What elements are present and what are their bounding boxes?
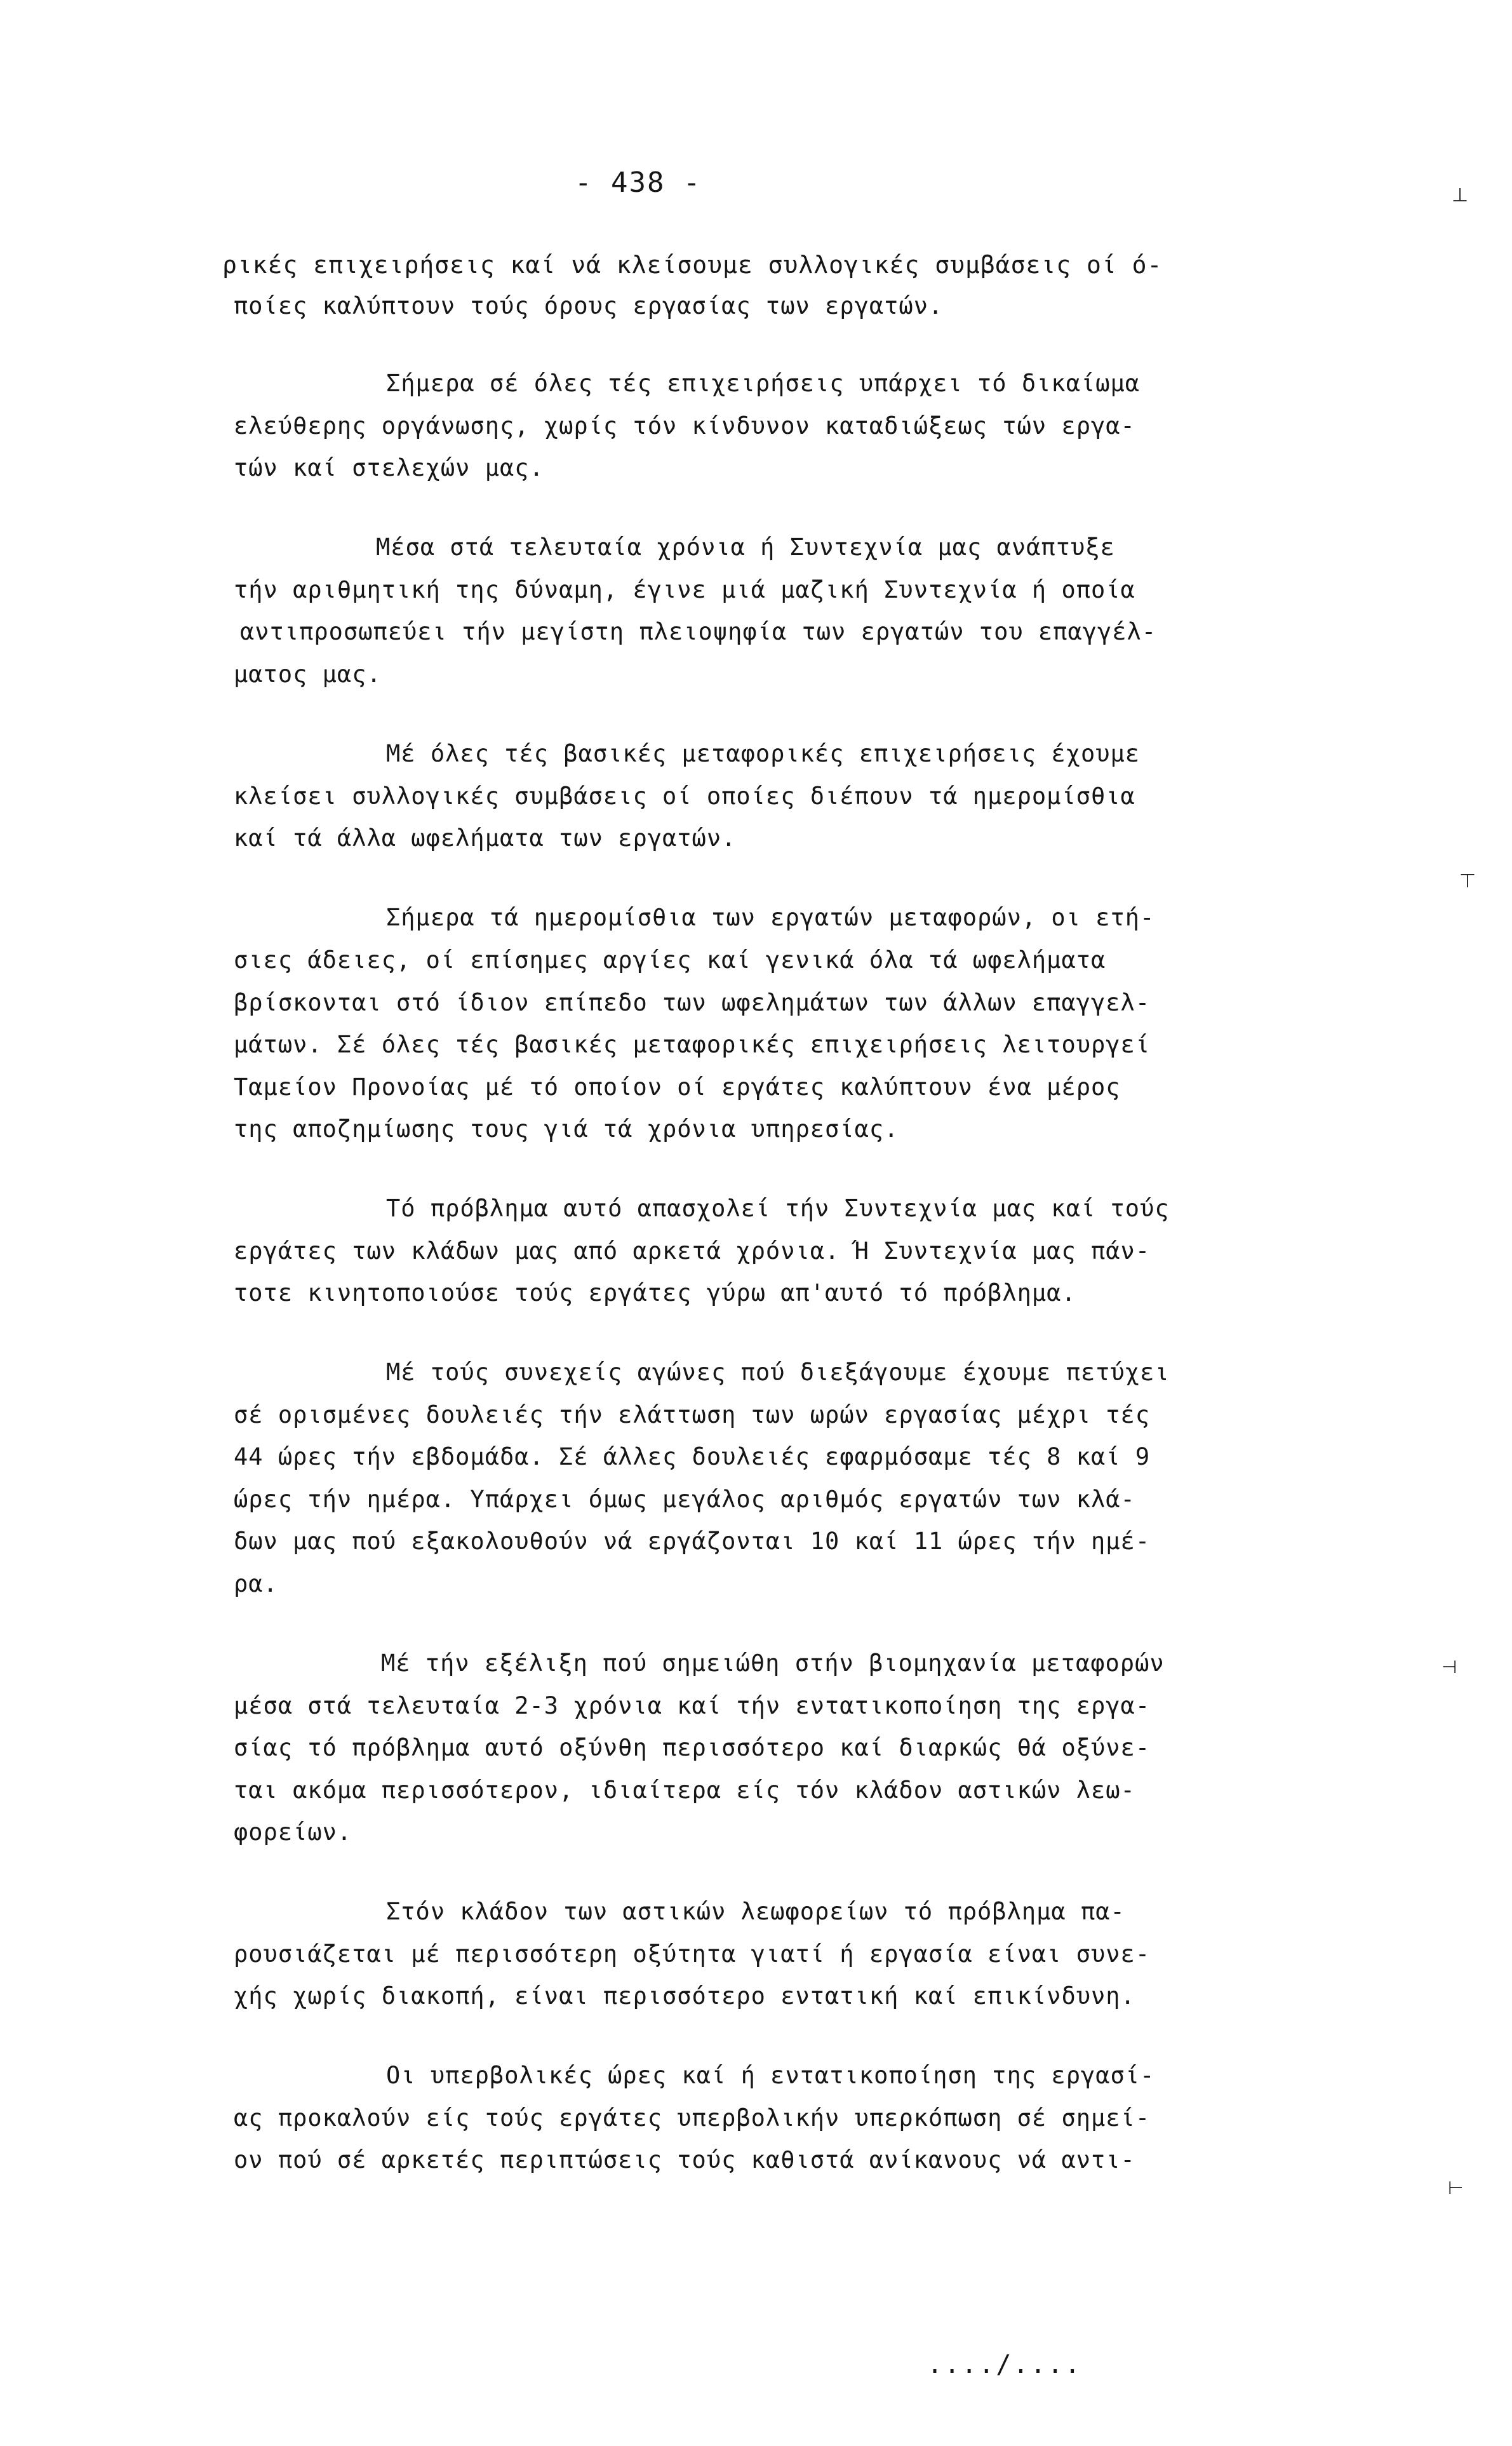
- text-line: εργάτες των κλάδων μας από αρκετά χρόνια. Ή Συντεχνία μας πάν-: [234, 1237, 1151, 1265]
- text-line: μάτων. Σέ όλες τές βασικές μεταφορικές επιχειρήσεις λειτουργεί: [234, 1031, 1151, 1058]
- text-line: ρουσιάζεται μέ περισσότερη οξύτητα γιατί ή εργασία είναι συνε-: [234, 1940, 1151, 1968]
- text-line: Σήμερα σέ όλες τές επιχειρήσεις υπάρχει τό δικαίωμα: [386, 370, 1141, 397]
- text-line: Ταμείον Προνοίας μέ τό οποίον οί εργάτες καλύπτουν ένα μέρος: [234, 1073, 1121, 1101]
- text-line: σιες άδειες, οί επίσημες αργίες καί γενικά όλα τά ωφελήματα: [234, 946, 1106, 974]
- text-line: Οι υπερβολικές ώρες καί ή εντατικοποίηση της εργασί-: [386, 2062, 1155, 2089]
- text-line: Τό πρόβλημα αυτό απασχολεί τήν Συντεχνία μας καί τούς: [386, 1195, 1170, 1222]
- text-line: σίας τό πρόβλημα αυτό οξύνθη περισσότερο καί διαρκώς θά οξύνε-: [234, 1734, 1151, 1761]
- text-line: μέσα στά τελευταία 2-3 χρόνια καί τήν εντατικοποίηση της εργα-: [234, 1692, 1151, 1719]
- text-line: ελεύθερης οργάνωσης, χωρίς τόν κίνδυνον καταδιώξεως τών εργα-: [234, 412, 1135, 440]
- text-line: της αποζημίωσης τους γιά τά χρόνια υπηρεσίας.: [234, 1115, 899, 1143]
- text-line: σέ ορισμένες δουλειές τήν ελάττωση των ωρών εργασίας μέχρι τές: [234, 1401, 1151, 1428]
- text-line: κλείσει συλλογικές συμβάσεις οί οποίες διέπουν τά ημερομίσθια: [234, 783, 1135, 810]
- text-line: ματος μας.: [234, 661, 382, 688]
- text-line: ται ακόμα περισσότερον, ιδιαίτερα είς τόν κλάδον αστικών λεω-: [234, 1777, 1135, 1804]
- margin-tick-mark: ⊣: [1442, 1656, 1457, 1677]
- text-line: ποίες καλύπτουν τούς όρους εργασίας των εργατών.: [234, 292, 944, 319]
- margin-tick-mark: ⊢: [1448, 2177, 1464, 2198]
- text-line: χής χωρίς διακοπή, είναι περισσότερο εντατική καί επικίνδυνη.: [234, 1982, 1135, 2010]
- margin-tick-mark: ⊥: [1452, 184, 1469, 206]
- page-number: - 438 -: [575, 166, 702, 199]
- text-line: Μέ τούς συνεχείς αγώνες πού διεξάγουμε έχουμε πετύχει: [386, 1359, 1170, 1386]
- text-line: τών καί στελεχών μας.: [234, 454, 544, 481]
- text-line: Μέ όλες τές βασικές μεταφορικές επιχειρήσεις έχουμε: [386, 740, 1141, 767]
- text-line: ον πού σέ αρκετές περιπτώσεις τούς καθιστά ανίκανους νά αντι-: [234, 2146, 1135, 2174]
- text-line: δων μας πού εξακολουθούν νά εργάζονται 10 καί 11 ώρες τήν ημέ-: [234, 1528, 1151, 1555]
- text-line: τήν αριθμητική της δύναμη, έγινε μιά μαζική Συντεχνία ή οποία: [234, 576, 1135, 603]
- text-line: Μέσα στά τελευταία χρόνια ή Συντεχνία μας ανάπτυξε: [376, 534, 1115, 561]
- text-line: φορείων.: [234, 1818, 352, 1846]
- text-line: 44 ώρες τήν εβδομάδα. Σέ άλλες δουλειές εφαρμόσαμε τές 8 καί 9: [234, 1443, 1151, 1470]
- text-line: Σήμερα τά ημερομίσθια των εργατών μεταφορών, οι ετή-: [386, 904, 1155, 931]
- margin-tick-mark: ⊤: [1459, 870, 1476, 892]
- text-line: ώρες τήν ημέρα. Υπάρχει όμως μεγάλος αριθμός εργατών των κλά-: [234, 1486, 1135, 1513]
- text-line: ρικές επιχειρήσεις καί νά κλείσουμε συλλογικές συμβάσεις οί ό-: [222, 251, 1163, 279]
- text-line: ρα.: [234, 1570, 278, 1597]
- text-line: Στόν κλάδον των αστικών λεωφορείων τό πρόβλημα πα-: [386, 1898, 1125, 1925]
- continuation-marker: ..../....: [927, 2350, 1082, 2379]
- text-line: καί τά άλλα ωφελήματα των εργατών.: [234, 824, 737, 852]
- text-line: βρίσκονται στό ίδιον επίπεδο των ωφελημάτων των άλλων επαγγελ-: [234, 989, 1151, 1016]
- text-line: αντιπροσωπεύει τήν μεγίστη πλειοψηφία των εργατών του επαγγέλ-: [240, 618, 1157, 645]
- text-line: τοτε κινητοποιούσε τούς εργάτες γύρω απ'αυτό τό πρόβλημα.: [234, 1279, 1076, 1307]
- text-line: Μέ τήν εξέλιξη πού σημειώθη στήν βιομηχανία μεταφορών: [381, 1650, 1165, 1677]
- text-line: ας προκαλούν είς τούς εργάτες υπερβολικήν υπερκόπωση σέ σημεί-: [234, 2104, 1151, 2132]
